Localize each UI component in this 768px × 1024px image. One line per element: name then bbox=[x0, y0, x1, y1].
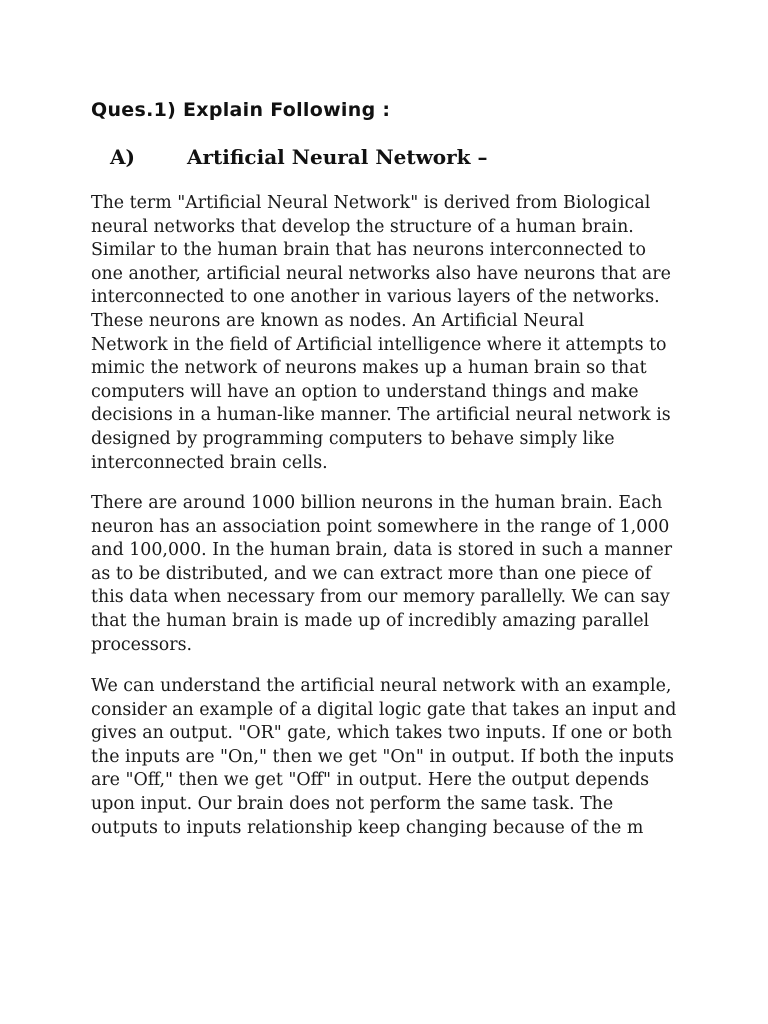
paragraph-2 bbox=[91, 492, 691, 657]
section-marker: A) bbox=[110, 145, 135, 169]
paragraph-line: processors. bbox=[91, 634, 193, 655]
paragraph-line: upon input. Our brain does not perform the same task. The bbox=[91, 793, 614, 814]
paragraph-line: decisions in a human-like manner. The artificial neural network is bbox=[91, 405, 671, 426]
paragraph-line: The term "Artificial Neural Network" is derived from Biological bbox=[91, 193, 651, 213]
paragraph-line: designed by programming computers to behave simply like bbox=[91, 428, 615, 449]
paragraph-line: interconnected brain cells. bbox=[91, 452, 328, 473]
paragraph-line: Network in the field of Artificial intelligence where it attempts to bbox=[91, 334, 667, 355]
section-heading bbox=[110, 143, 488, 171]
paragraph-line: We can understand the artificial neural network with an example, bbox=[91, 676, 672, 696]
paragraph-line: There are around 1000 billion neurons in the human brain. Each bbox=[91, 493, 663, 513]
paragraph-1 bbox=[91, 192, 691, 475]
section-title: Artificial Neural Network – bbox=[187, 145, 488, 169]
paragraph-line: Similar to the human brain that has neurons interconnected to bbox=[91, 240, 647, 261]
paragraph-line: consider an example of a digital logic gate that takes an input and bbox=[91, 699, 677, 720]
paragraph-3 bbox=[91, 675, 691, 840]
paragraph-line: and 100,000. In the human brain, data is stored in such a manner bbox=[91, 540, 673, 561]
paragraph-line: the inputs are "On," then we get "On" in output. If both the inputs bbox=[91, 746, 674, 767]
paragraph-line: are "Off," then we get "Off" in output. Here the output depends bbox=[91, 770, 650, 791]
paragraph-line: mimic the network of neurons makes up a human brain so that bbox=[91, 358, 647, 379]
question-heading: Ques.1) Explain Following : bbox=[91, 99, 391, 121]
paragraph-line: gives an output. "OR" gate, which takes two inputs. If one or both bbox=[91, 723, 673, 744]
paragraph-line: neuron has an association point somewhere in the range of 1,000 bbox=[91, 516, 670, 537]
paragraph-line: as to be distributed, and we can extract more than one piece of bbox=[91, 563, 652, 584]
paragraph-line: that the human brain is made up of incredibly amazing parallel bbox=[91, 610, 650, 631]
paragraph-line: one another, artificial neural networks also have neurons that are bbox=[91, 263, 671, 284]
paragraph-line: interconnected to one another in various layers of the networks. bbox=[91, 287, 660, 308]
paragraph-line: this data when necessary from our memory parallelly. We can say bbox=[91, 587, 670, 608]
paragraph-line: neural networks that develop the structure of a human brain. bbox=[91, 216, 634, 237]
paragraph-line: computers will have an option to understand things and make bbox=[91, 381, 639, 402]
paragraph-line: These neurons are known as nodes. An Artificial Neural bbox=[91, 310, 585, 331]
paragraph-line: outputs to inputs relationship keep changing because of the m bbox=[91, 817, 644, 838]
